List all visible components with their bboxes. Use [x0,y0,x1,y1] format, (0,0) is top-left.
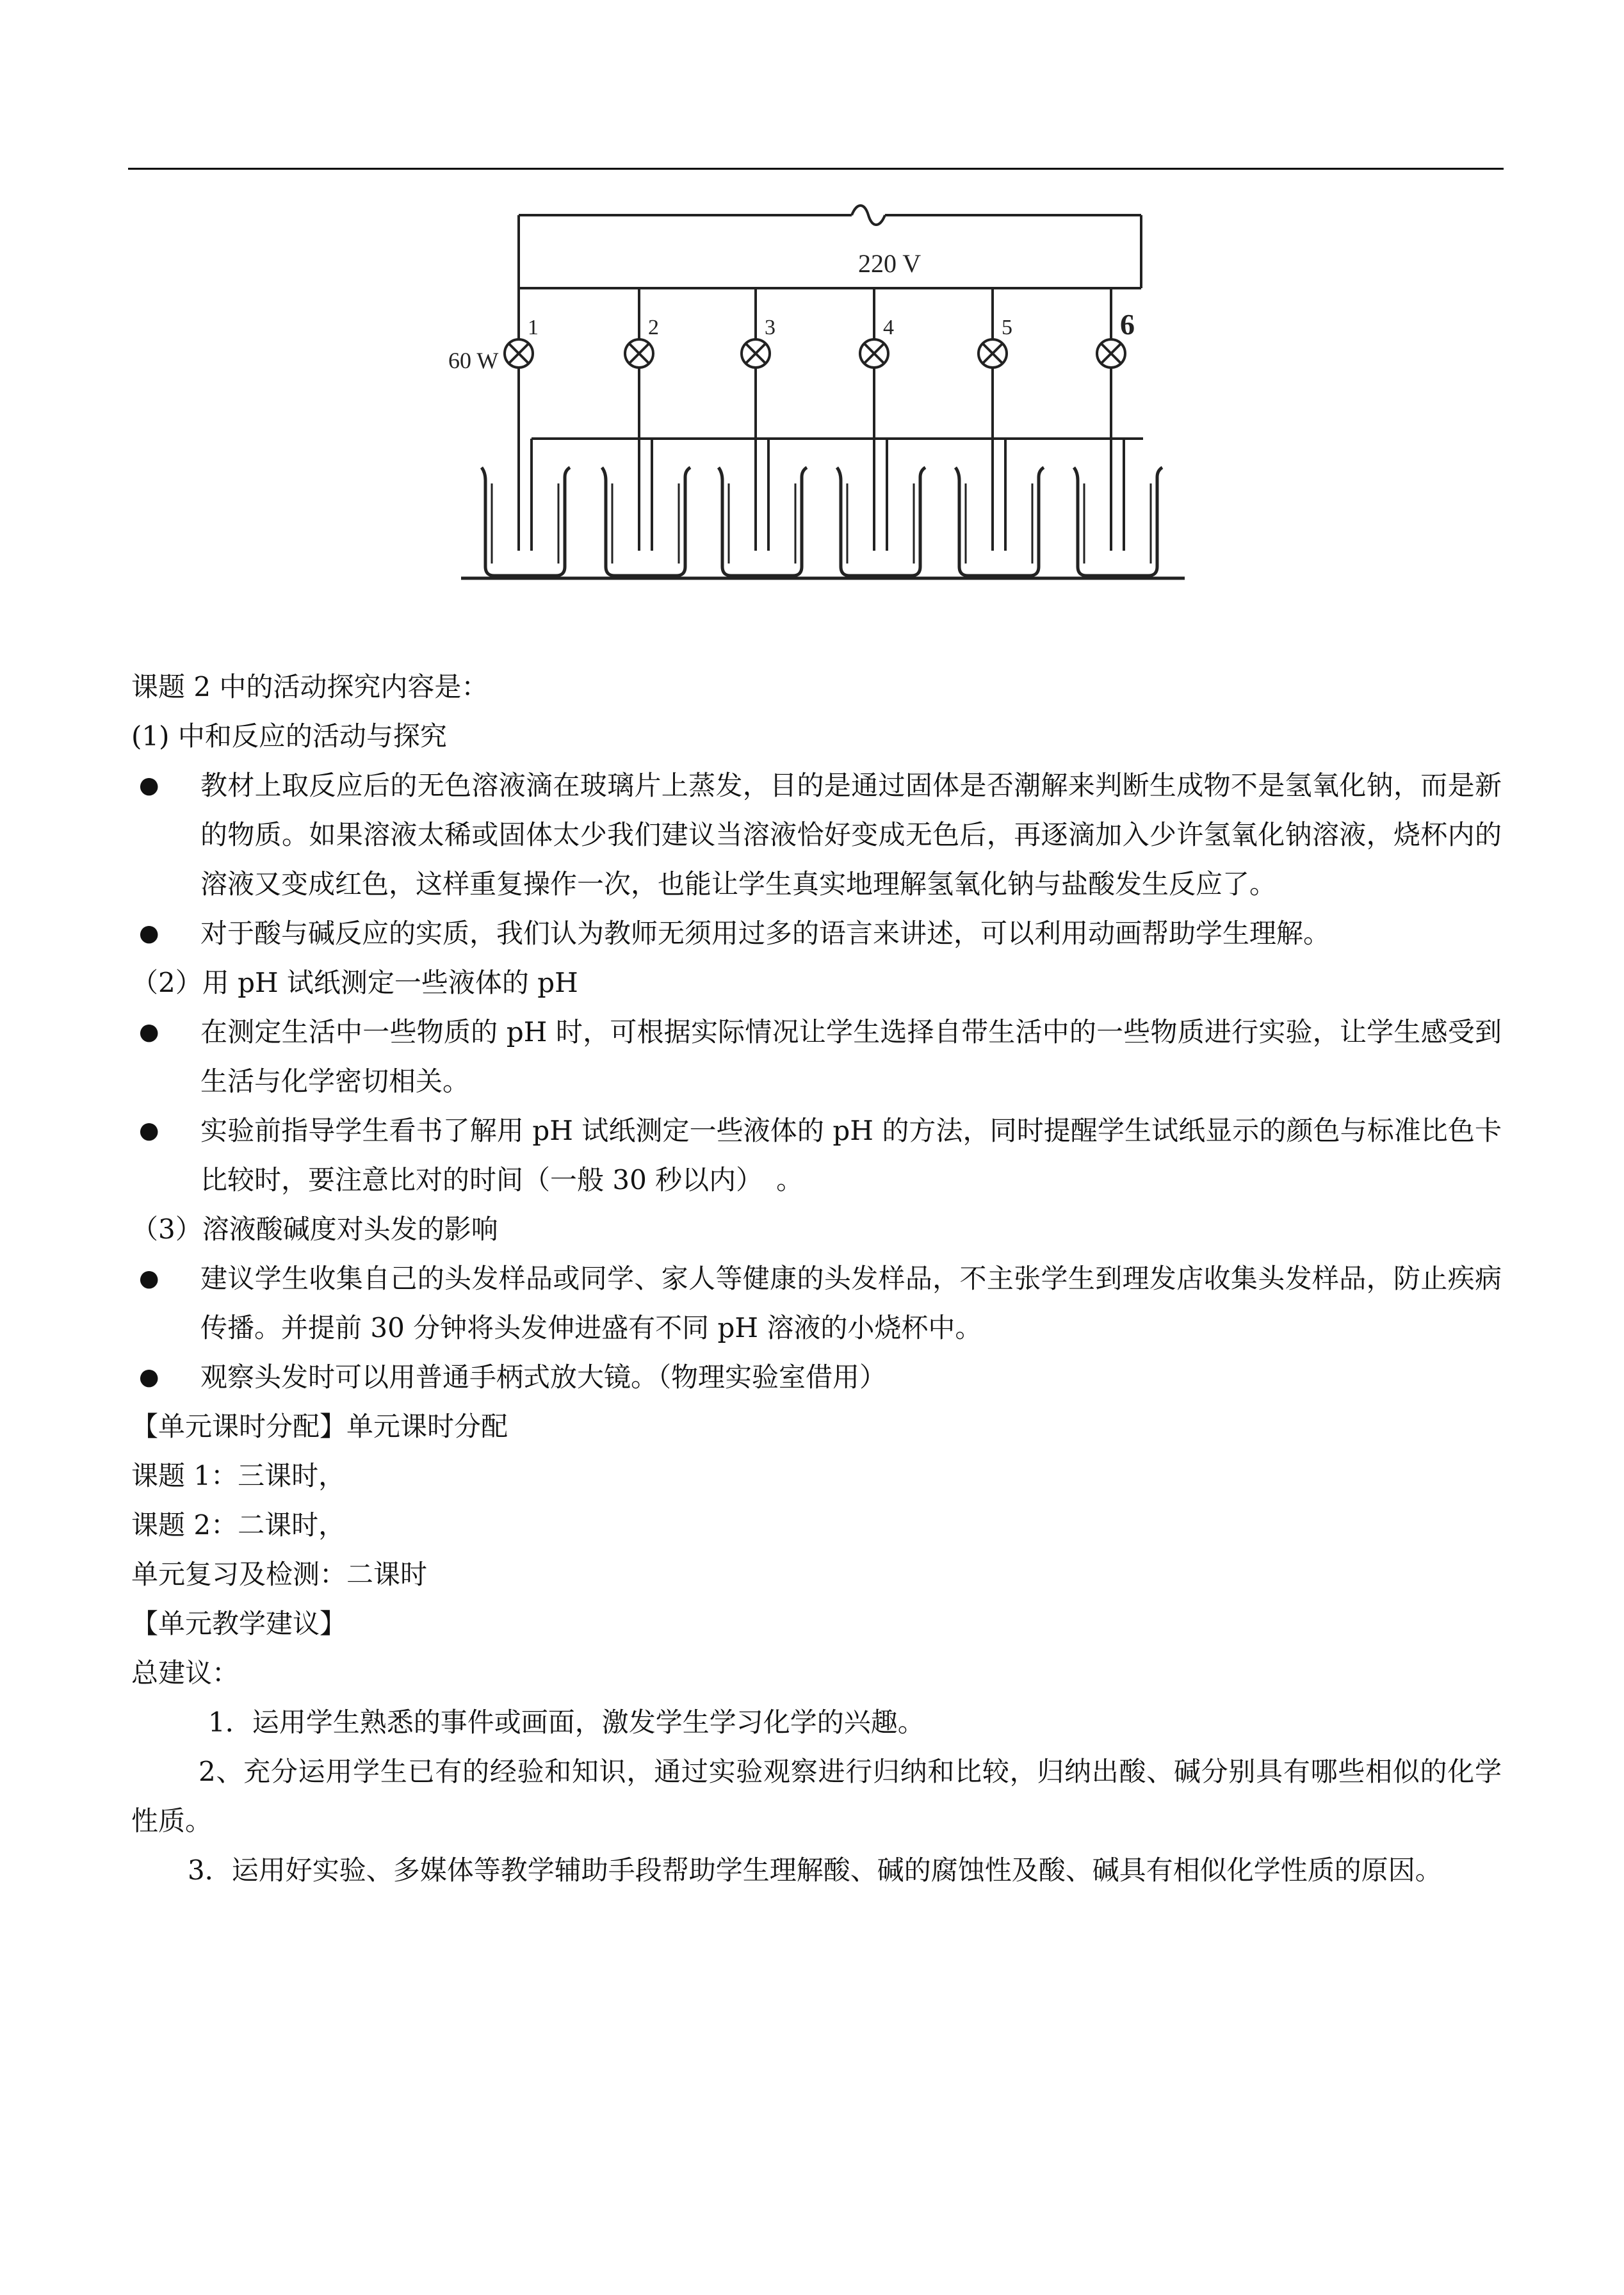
section3-title: （3）溶液酸碱度对头发的影响 [131,1213,498,1245]
section2-title: （2）用 pH 试纸测定一些液体的 pH [131,967,578,998]
lamp-number-label: 1 [528,316,539,339]
beaker-6 [1074,439,1162,576]
bullet-text: 对于酸与碱反应的实质，我们认为教师无须用过多的语言来讲述，可以利用动画帮助学生理解。 [200,918,1331,949]
lamp-3 [742,288,775,551]
document-body [131,662,1502,1895]
supply-voltage-label: 220 V [858,249,922,278]
beaker-icon [955,467,1044,576]
allocation-review: 单元复习及检测：二课时 [131,1559,428,1590]
beaker-3 [719,439,807,576]
allocation-topic-2: 课题 2：二课时， [131,1509,346,1541]
beaker-icon [837,467,925,576]
beaker-2 [602,439,690,576]
bullet-text: 在测定生活中一些物质的 pH 时，可根据实际情况让学生选择自带生活中的一些物质进行实验，让学生感受到生活与化学密切相关。 [200,1016,1502,1097]
bullet-icon: ● [139,1265,159,1292]
circuit-diagram [448,192,1191,602]
advice-item-2: 2、充分运用学生已有的经验和知识，通过实验观察进行归纳和比较，归纳出酸、碱分别具有哪些相似的化学性质。 [131,1756,1502,1837]
bullet-icon: ● [139,1364,159,1390]
advice-general: 总建议： [131,1657,240,1689]
advice-heading: 【单元教学建议】 [131,1608,347,1639]
beaker-group [482,439,1162,576]
bullet-text: 建议学生收集自己的头发样品或同学、家人等健康的头发样品，不主张学生到理发店收集头发样品，防止疾病传播。并提前 30 分钟将头发伸进盛有不同 pH 溶液的小烧杯中。 [200,1263,1502,1343]
section1-bullet-1 [131,761,1502,909]
allocation-heading: 【单元课时分配】单元课时分配 [131,1411,508,1442]
lamp-4 [860,288,894,551]
bullet-text: 教材上取反应后的无色溶液滴在玻璃片上蒸发，目的是通过固体是否潮解来判断生成物不是氢氧化钠，而是新的物质。如果溶液太稀或固体太少我们建议当溶液恰好变成无色后，再逐滴加入少许氢氧化钠溶液，烧杯内的溶液又变成红色，这样重复操作一次，也能让学生真实地理解氢氧化钠与盐酸发生反应了。 [200,770,1502,900]
lamp-number-label: 2 [648,316,659,339]
advice-item-1: 1．运用学生熟悉的事件或画面，激发学生学习化学的兴趣。 [208,1707,925,1738]
allocation-topic-1: 课题 1：三课时， [131,1460,346,1491]
beaker-icon [719,467,807,576]
lamp-number-label: 4 [883,316,894,339]
section3-bullet-1 [131,1254,1502,1352]
lamp-1 [505,288,539,551]
section2-bullet-1 [131,1007,1502,1106]
lamp-2 [625,288,659,551]
intro-line: 课题 2 中的活动探究内容是： [131,671,489,702]
beaker-icon [602,467,690,576]
ac-source-symbol [852,206,885,225]
section2-bullet-2 [131,1106,1502,1204]
beaker-icon [1074,467,1162,576]
beaker-1 [482,439,570,576]
lamp-number-label: 3 [765,316,775,339]
header-rule [128,168,1504,170]
lamp-5 [978,288,1012,551]
beaker-5 [955,439,1044,576]
lamp-number-label: 5 [1002,316,1012,339]
bullet-icon: ● [139,772,159,799]
beaker-icon [482,467,570,576]
section3-bullet-2 [131,1352,1502,1402]
bullet-text: 实验前指导学生看书了解用 pH 试纸测定一些液体的 pH 的方法，同时提醒学生试纸显示的颜色与标准比色卡比较时，要注意比对的时间（一般 30 秒以内） 。 [200,1115,1502,1196]
bullet-icon: ● [139,920,159,946]
section1-bullet-2 [131,909,1502,958]
bullet-icon: ● [139,1117,159,1144]
beaker-4 [837,439,925,576]
lamp-rating-label: 60 W [448,348,499,373]
advice-item-3: 3．运用好实验、多媒体等教学辅助手段帮助学生理解酸、碱的腐蚀性及酸、碱具有相似化学性质的原因。 [188,1854,1442,1886]
lamp-number-label: 6 [1120,308,1135,341]
bullet-text: 观察头发时可以用普通手柄式放大镜。（物理实验室借用） [200,1361,887,1393]
bullet-icon: ● [139,1019,159,1045]
section1-title: (1) 中和反应的活动与探究 [131,720,447,752]
lamp-6 [1097,288,1135,551]
